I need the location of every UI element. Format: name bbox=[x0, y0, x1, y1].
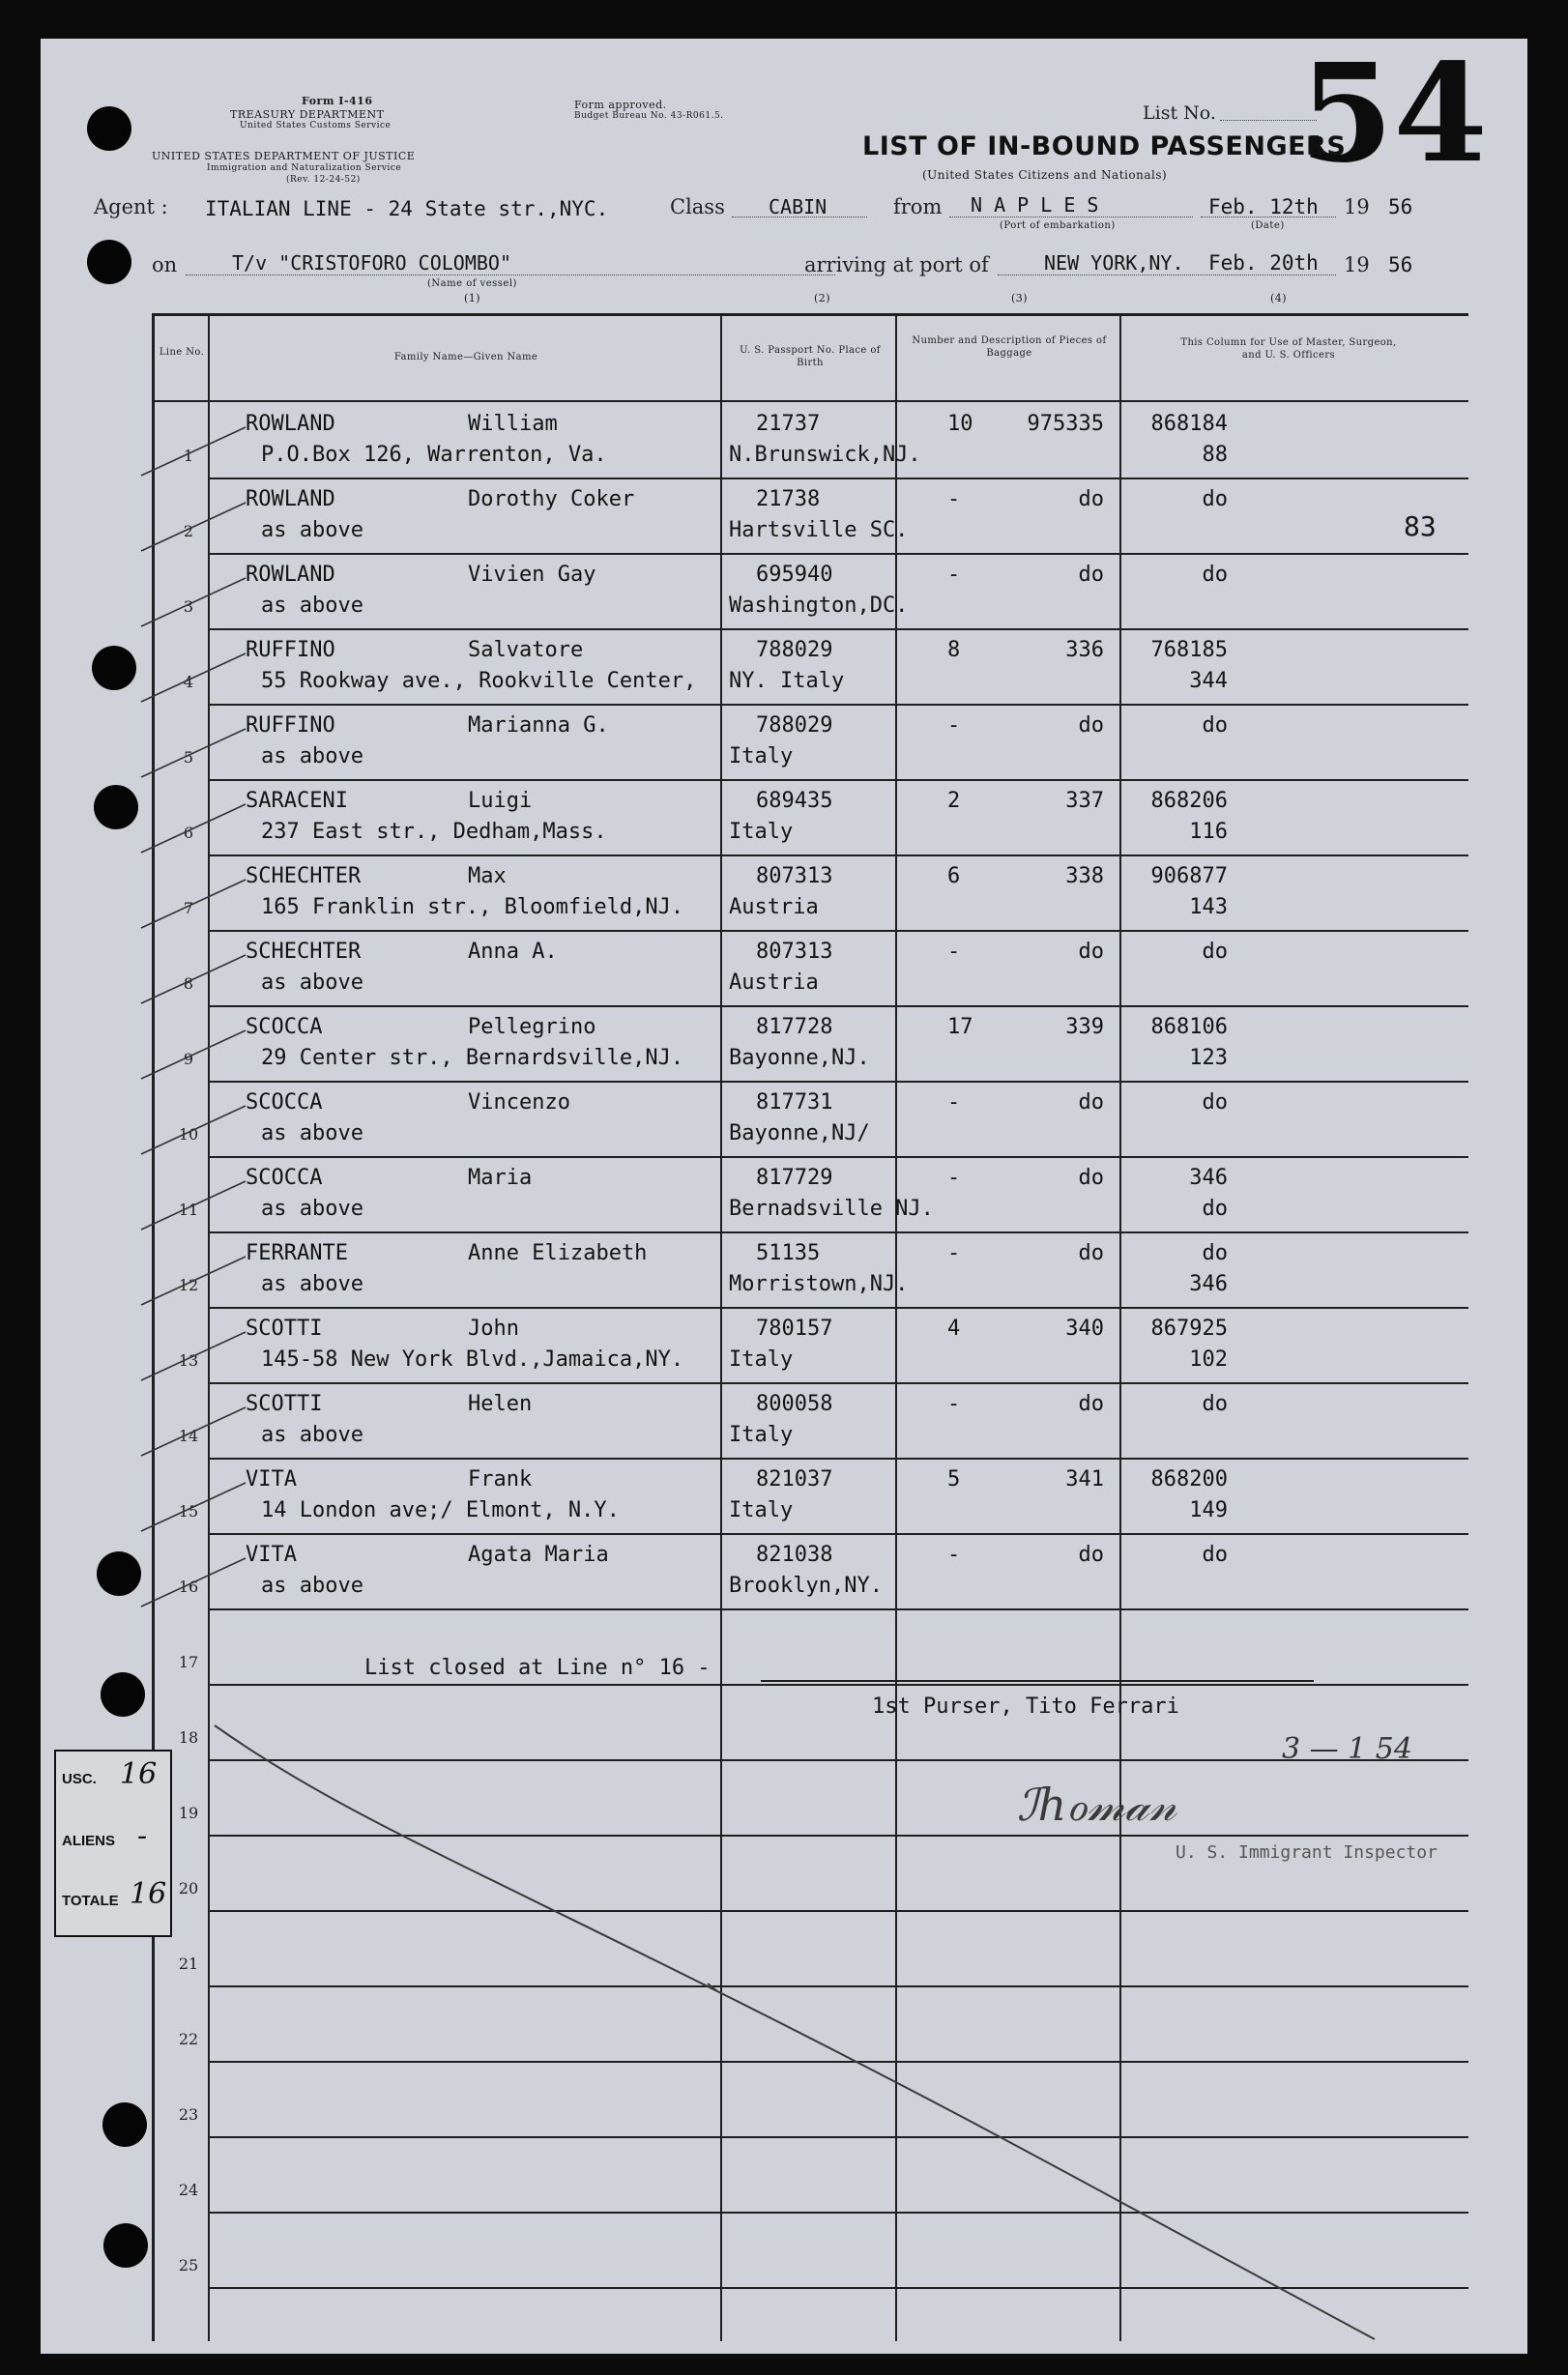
baggage-pieces: 4 bbox=[947, 1317, 961, 1341]
form-subtitle: (United States Citizens and Nationals) bbox=[922, 168, 1168, 182]
baggage-desc: do bbox=[1078, 1166, 1104, 1190]
baggage-desc: do bbox=[1078, 1543, 1104, 1567]
form-number: Form I-416 bbox=[302, 95, 373, 107]
officer-note-2: 116 bbox=[1189, 820, 1228, 844]
officer-note-2: 344 bbox=[1189, 669, 1228, 693]
passport-number: 807313 bbox=[756, 940, 833, 964]
officer-note-1: 906877 bbox=[1150, 864, 1228, 888]
family-name: SCOTTI bbox=[246, 1317, 323, 1341]
baggage-desc: 336 bbox=[1065, 638, 1104, 662]
date-caption: (Date) bbox=[1251, 220, 1285, 231]
line-number: 7 bbox=[183, 899, 194, 917]
line-number: 14 bbox=[178, 1427, 199, 1445]
class-value: CABIN bbox=[769, 195, 828, 218]
year2-value: 56 bbox=[1388, 253, 1413, 276]
given-name: Frank bbox=[468, 1467, 533, 1492]
list-number: 54 bbox=[1299, 35, 1488, 193]
baggage-desc: do bbox=[1078, 563, 1104, 587]
year-prefix-2: 19 bbox=[1344, 253, 1370, 276]
officer-note-1: do bbox=[1202, 713, 1228, 738]
given-name: Luigi bbox=[468, 789, 533, 813]
officer-note-2: do bbox=[1202, 1197, 1228, 1221]
col-header-officers: This Column for Use of Master, Surgeon, and U. S. Officers bbox=[1180, 337, 1397, 361]
line-number: 16 bbox=[178, 1578, 199, 1596]
place-of-birth: Italy bbox=[729, 1423, 794, 1447]
family-name: VITA bbox=[246, 1467, 297, 1492]
baggage-pieces: 8 bbox=[947, 638, 961, 662]
line-number: 17 bbox=[178, 1653, 199, 1671]
line-number: 6 bbox=[183, 824, 194, 842]
passport-number: 817728 bbox=[756, 1015, 833, 1039]
passport-number: 695940 bbox=[756, 563, 833, 587]
place-of-birth: N.Brunswick,NJ. bbox=[729, 443, 921, 467]
baggage-pieces: - bbox=[947, 487, 961, 511]
from-value: N A P L E S bbox=[971, 193, 1099, 217]
baggage-pieces: - bbox=[947, 1166, 961, 1190]
place-of-birth: Italy bbox=[729, 1347, 794, 1372]
tally-total-label: TOTALE bbox=[62, 1893, 119, 1909]
officer-note-1: 768185 bbox=[1150, 638, 1228, 662]
place-of-birth: Bayonne,NJ. bbox=[729, 1046, 870, 1070]
list-closed-text: List closed at Line n° 16 - bbox=[364, 1656, 711, 1680]
line-number: 19 bbox=[178, 1804, 199, 1822]
officer-note-1: do bbox=[1202, 940, 1228, 964]
baggage-pieces: - bbox=[947, 1543, 961, 1567]
justice-dept: UNITED STATES DEPARTMENT OF JUSTICE bbox=[152, 150, 416, 162]
passport-number: 788029 bbox=[756, 638, 833, 662]
family-name: FERRANTE bbox=[246, 1241, 348, 1265]
tally-total-value: 16 bbox=[130, 1877, 167, 1911]
list-no-label: List No. bbox=[1143, 102, 1216, 124]
baggage-pieces: - bbox=[947, 563, 961, 587]
given-name: Dorothy Coker bbox=[468, 487, 635, 511]
line-number: 13 bbox=[178, 1351, 199, 1370]
passport-number: 21738 bbox=[756, 487, 821, 511]
given-name: Salvatore bbox=[468, 638, 584, 662]
form-title: LIST OF IN-BOUND PASSENGERS bbox=[862, 131, 1347, 161]
baggage-pieces: - bbox=[947, 1241, 961, 1265]
passport-number: 689435 bbox=[756, 789, 833, 813]
baggage-pieces: - bbox=[947, 1392, 961, 1416]
inspector-signature: ℐℎℴ𝓂𝒶𝓃 bbox=[1017, 1779, 1177, 1831]
date1-value: Feb. 12th bbox=[1208, 195, 1319, 218]
line-number: 3 bbox=[183, 597, 194, 616]
passport-number: 51135 bbox=[756, 1241, 821, 1265]
line-number: 22 bbox=[178, 2030, 199, 2048]
passport-number: 821038 bbox=[756, 1543, 833, 1567]
place-of-birth: Hartsville SC. bbox=[729, 518, 909, 542]
officer-note-1: do bbox=[1202, 563, 1228, 587]
address: as above bbox=[261, 594, 363, 618]
address: 55 Rookway ave., Rookville Center, bbox=[261, 669, 697, 693]
baggage-desc: do bbox=[1078, 1392, 1104, 1416]
family-name: ROWLAND bbox=[246, 487, 335, 511]
line-number: 2 bbox=[183, 522, 194, 540]
officer-note-2: 149 bbox=[1189, 1498, 1228, 1522]
revision: (Rev. 12-24-52) bbox=[286, 175, 361, 185]
given-name: Vivien Gay bbox=[468, 563, 596, 587]
address: as above bbox=[261, 1197, 363, 1221]
treasury-dept: TREASURY DEPARTMENT bbox=[230, 108, 385, 121]
baggage-desc: 339 bbox=[1065, 1015, 1104, 1039]
baggage-desc: 338 bbox=[1065, 864, 1104, 888]
given-name: Max bbox=[468, 864, 507, 888]
side-note: 83 bbox=[1404, 510, 1437, 542]
officer-note-1: do bbox=[1202, 1090, 1228, 1115]
officer-note-2: 102 bbox=[1189, 1347, 1228, 1372]
passport-number: 21737 bbox=[756, 412, 821, 436]
address: as above bbox=[261, 1574, 363, 1598]
hand-date: 3 — 1 54 bbox=[1282, 1732, 1412, 1766]
col-header-passport: U. S. Passport No. Place of Birth bbox=[740, 345, 881, 368]
line-number: 25 bbox=[178, 2256, 199, 2274]
line-number: 9 bbox=[183, 1050, 194, 1068]
port-caption: (Port of embarkation) bbox=[1000, 220, 1116, 231]
family-name: ROWLAND bbox=[246, 563, 335, 587]
manifest-page bbox=[41, 35, 1527, 2354]
family-name: SCHECHTER bbox=[246, 940, 362, 964]
line-number: 4 bbox=[183, 673, 194, 691]
officer-note-2: 123 bbox=[1189, 1046, 1228, 1070]
baggage-desc: do bbox=[1078, 940, 1104, 964]
family-name: SCHECHTER bbox=[246, 864, 362, 888]
on-label: on bbox=[152, 253, 178, 276]
address: 237 East str., Dedham,Mass. bbox=[261, 820, 607, 844]
address: P.O.Box 126, Warrenton, Va. bbox=[261, 443, 607, 467]
family-name: SCOCCA bbox=[246, 1015, 323, 1039]
col-header-baggage: Number and Description of Pieces of Baggage bbox=[912, 335, 1107, 359]
address: as above bbox=[261, 1423, 363, 1447]
officer-note-1: do bbox=[1202, 1241, 1228, 1265]
tally-usc-label: USC. bbox=[62, 1771, 97, 1787]
tally-usc-value: 16 bbox=[120, 1757, 158, 1791]
family-name: SARACENI bbox=[246, 789, 348, 813]
baggage-desc: 975335 bbox=[1027, 412, 1104, 436]
officer-note-1: do bbox=[1202, 487, 1228, 511]
line-number: 1 bbox=[183, 447, 194, 465]
address: as above bbox=[261, 744, 363, 768]
place-of-birth: Bayonne,NJ/ bbox=[729, 1121, 870, 1145]
family-name: SCOTTI bbox=[246, 1392, 323, 1416]
place-of-birth: Morristown,NJ. bbox=[729, 1272, 909, 1296]
place-of-birth: Italy bbox=[729, 820, 794, 844]
family-name: ROWLAND bbox=[246, 412, 335, 436]
line-number: 5 bbox=[183, 748, 194, 767]
baggage-pieces: - bbox=[947, 1090, 961, 1115]
address: as above bbox=[261, 1121, 363, 1145]
baggage-desc: 341 bbox=[1065, 1467, 1104, 1492]
caption-1: (1) bbox=[464, 292, 481, 304]
vessel-value: T/v "CRISTOFORO COLOMBO" bbox=[232, 251, 511, 275]
passport-number: 817729 bbox=[756, 1166, 833, 1190]
line-number: 12 bbox=[178, 1276, 199, 1294]
line-number: 10 bbox=[178, 1125, 199, 1144]
purser-text: 1st Purser, Tito Ferrari bbox=[872, 1694, 1179, 1719]
place-of-birth: Bernadsville NJ. bbox=[729, 1197, 934, 1221]
line-number: 8 bbox=[183, 974, 194, 993]
place-of-birth: Brooklyn,NY. bbox=[729, 1574, 883, 1598]
given-name: Maria bbox=[468, 1166, 533, 1190]
given-name: Helen bbox=[468, 1392, 533, 1416]
baggage-pieces: 6 bbox=[947, 864, 961, 888]
place-of-birth: Italy bbox=[729, 1498, 794, 1522]
vessel-caption: (Name of vessel) bbox=[427, 278, 517, 289]
form-approved: Form approved. bbox=[574, 99, 667, 111]
officer-note-1: 867925 bbox=[1150, 1317, 1228, 1341]
passport-number: 800058 bbox=[756, 1392, 833, 1416]
budget-bureau: Budget Bureau No. 43-R061.5. bbox=[574, 111, 724, 121]
place-of-birth: Washington,DC. bbox=[729, 594, 909, 618]
line-number: 20 bbox=[178, 1879, 199, 1897]
line-number: 24 bbox=[178, 2181, 199, 2199]
officer-note-1: 868206 bbox=[1150, 789, 1228, 813]
address: as above bbox=[261, 1272, 363, 1296]
address: 145-58 New York Blvd.,Jamaica,NY. bbox=[261, 1347, 684, 1372]
family-name: RUFFINO bbox=[246, 713, 335, 738]
officer-note-1: 868184 bbox=[1150, 412, 1228, 436]
given-name: Anna A. bbox=[468, 940, 558, 964]
inspector-caption: U. S. Immigrant Inspector bbox=[1176, 1842, 1437, 1863]
passport-number: 788029 bbox=[756, 713, 833, 738]
baggage-desc: do bbox=[1078, 713, 1104, 738]
passport-number: 817731 bbox=[756, 1090, 833, 1115]
family-name: SCOCCA bbox=[246, 1166, 323, 1190]
line-number: 11 bbox=[178, 1201, 199, 1219]
address: 165 Franklin str., Bloomfield,NJ. bbox=[261, 895, 684, 919]
baggage-pieces: - bbox=[947, 713, 961, 738]
officer-note-1: do bbox=[1202, 1543, 1228, 1567]
baggage-desc: 340 bbox=[1065, 1317, 1104, 1341]
year-prefix-1: 19 bbox=[1344, 195, 1370, 218]
line-number: 15 bbox=[178, 1502, 199, 1521]
place-of-birth: Austria bbox=[729, 970, 819, 995]
place-of-birth: Austria bbox=[729, 895, 819, 919]
family-name: VITA bbox=[246, 1543, 297, 1567]
address: as above bbox=[261, 970, 363, 995]
officer-note-1: 346 bbox=[1189, 1166, 1228, 1190]
officer-note-1: 868200 bbox=[1150, 1467, 1228, 1492]
passport-number: 807313 bbox=[756, 864, 833, 888]
address: as above bbox=[261, 518, 363, 542]
ins-service: Immigration and Naturalization Service bbox=[207, 163, 402, 173]
baggage-pieces: 10 bbox=[947, 412, 973, 436]
tally-box bbox=[54, 1750, 172, 1937]
address: 14 London ave;/ Elmont, N.Y. bbox=[261, 1498, 620, 1522]
baggage-desc: do bbox=[1078, 1090, 1104, 1115]
given-name: John bbox=[468, 1317, 519, 1341]
caption-2: (2) bbox=[814, 292, 831, 304]
officer-note-2: 143 bbox=[1189, 895, 1228, 919]
col-header-name: Family Name—Given Name bbox=[393, 352, 538, 362]
place-of-birth: NY. Italy bbox=[729, 669, 845, 693]
passport-number: 780157 bbox=[756, 1317, 833, 1341]
customs-service: United States Customs Service bbox=[240, 121, 392, 130]
line-number: 21 bbox=[178, 1955, 199, 1973]
line-number: 18 bbox=[178, 1728, 199, 1747]
baggage-desc: do bbox=[1078, 1241, 1104, 1265]
officer-note-1: 868106 bbox=[1150, 1015, 1228, 1039]
baggage-pieces: 2 bbox=[947, 789, 961, 813]
place-of-birth: Italy bbox=[729, 744, 794, 768]
date2-value: Feb. 20th bbox=[1208, 251, 1319, 275]
family-name: SCOCCA bbox=[246, 1090, 323, 1115]
baggage-pieces: - bbox=[947, 940, 961, 964]
family-name: RUFFINO bbox=[246, 638, 335, 662]
given-name: Anne Elizabeth bbox=[468, 1241, 648, 1265]
baggage-desc: do bbox=[1078, 487, 1104, 511]
given-name: Marianna G. bbox=[468, 713, 609, 738]
baggage-pieces: 5 bbox=[947, 1467, 961, 1492]
officer-note-2: 346 bbox=[1189, 1272, 1228, 1296]
given-name: Vincenzo bbox=[468, 1090, 570, 1115]
baggage-pieces: 17 bbox=[947, 1015, 973, 1039]
arriving-label: arriving at port of bbox=[804, 253, 989, 276]
passport-number: 821037 bbox=[756, 1467, 833, 1492]
caption-4: (4) bbox=[1270, 292, 1288, 304]
given-name: Pellegrino bbox=[468, 1015, 596, 1039]
year1-value: 56 bbox=[1388, 195, 1413, 218]
given-name: William bbox=[468, 412, 558, 436]
cancel-stroke bbox=[41, 35, 1527, 2354]
line-number: 23 bbox=[178, 2105, 199, 2124]
baggage-desc: 337 bbox=[1065, 789, 1104, 813]
tally-aliens-value: - bbox=[137, 1819, 148, 1853]
caption-3: (3) bbox=[1011, 292, 1029, 304]
col-header-line: Line No. bbox=[159, 347, 205, 358]
agent-label: Agent : bbox=[94, 195, 168, 218]
arrival-port: NEW YORK,NY. bbox=[1044, 251, 1184, 275]
from-label: from bbox=[893, 195, 943, 218]
officer-note-1: do bbox=[1202, 1392, 1228, 1416]
tally-aliens-label: ALIENS bbox=[62, 1833, 116, 1849]
officer-note-2: 88 bbox=[1202, 443, 1228, 467]
agent-value: ITALIAN LINE - 24 State str.,NYC. bbox=[205, 197, 609, 220]
given-name: Agata Maria bbox=[468, 1543, 609, 1567]
class-label: Class bbox=[670, 195, 725, 218]
address: 29 Center str., Bernardsville,NJ. bbox=[261, 1046, 684, 1070]
